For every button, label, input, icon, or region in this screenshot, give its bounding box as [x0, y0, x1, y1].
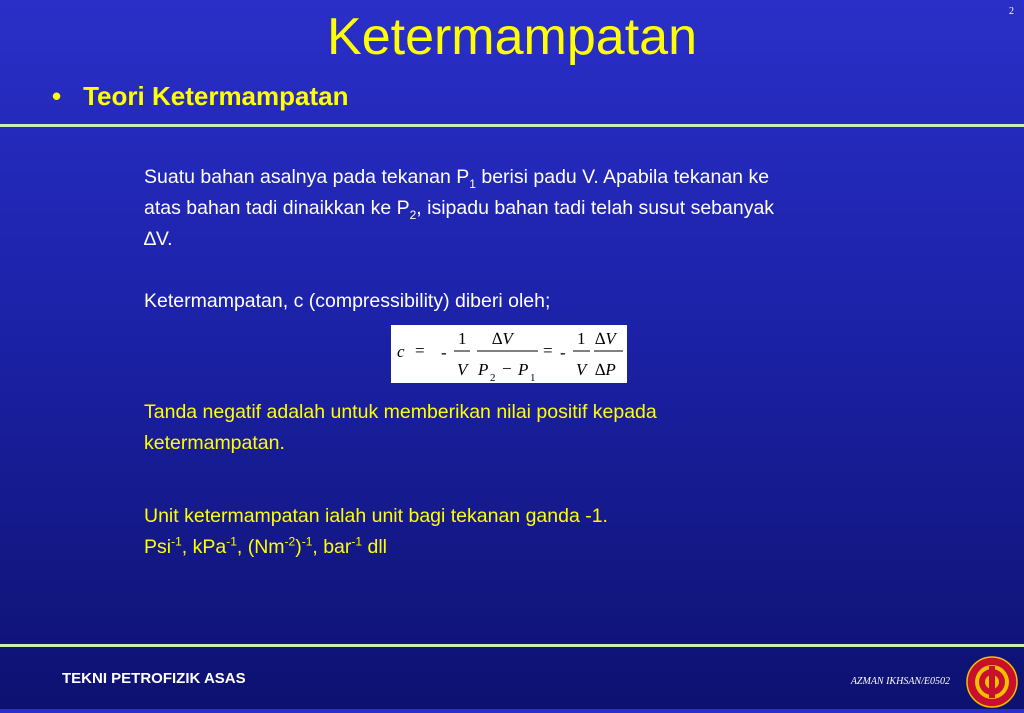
text-run: Suatu bahan asalnya pada tekanan P — [144, 166, 470, 188]
text-run: atas bahan tadi dinaikkan ke P — [144, 197, 410, 219]
top-divider — [0, 124, 1024, 127]
formula-sub1: 1 — [530, 372, 536, 383]
text-run: , isipadu bahan tadi telah susut sebanyak — [416, 197, 775, 219]
formula-V-2: V — [576, 360, 587, 379]
paragraph-negative-sign — [144, 397, 924, 459]
formula-svg — [391, 325, 627, 383]
formula-V: V — [457, 360, 468, 379]
superscript: -2 — [284, 534, 296, 549]
paragraph-formula-intro: Ketermampatan, c (compressibility) diberi oleh; — [144, 290, 551, 312]
bullet-heading — [52, 76, 348, 116]
formula-delta-V-2: ∆V — [595, 329, 616, 348]
text-run: dll — [362, 536, 388, 558]
formula-one-2: 1 — [577, 329, 586, 348]
formula-minus: - — [441, 343, 447, 362]
paragraph-line: ketermampatan. — [144, 432, 285, 454]
superscript: -1 — [301, 534, 313, 549]
formula-equals: = — [415, 341, 425, 360]
text-run: ) — [295, 536, 302, 558]
university-logo-icon — [966, 656, 1018, 708]
formula-sub2: 2 — [490, 372, 496, 383]
bullet-marker: • — [52, 81, 62, 111]
superscript: -1 — [226, 534, 237, 549]
paragraph-units — [144, 501, 924, 563]
formula-c: c — [397, 342, 405, 361]
formula-P1: P — [518, 360, 529, 379]
slide-number: 2 — [1009, 6, 1014, 17]
compressibility-formula — [391, 325, 627, 383]
text-run: , kPa — [181, 536, 227, 558]
subscript: 2 — [409, 207, 417, 222]
subscript: 1 — [469, 176, 476, 191]
text-run: Psi — [144, 536, 172, 558]
footer-course-title: TEKNI PETROFIZIK ASAS — [62, 670, 246, 687]
bullet-text: Teori Ketermampatan — [83, 81, 349, 111]
paragraph-line — [144, 532, 924, 563]
paragraph-definition — [144, 162, 924, 255]
superscript: -1 — [171, 534, 182, 549]
formula-P2: P — [478, 360, 489, 379]
formula-minus-mid: − — [502, 359, 512, 378]
paragraph-line: Unit ketermampatan ialah unit bagi tekanan ganda -1. — [144, 505, 608, 527]
paragraph-line — [144, 193, 924, 224]
text-run: , bar — [312, 536, 352, 558]
superscript: -1 — [351, 534, 363, 549]
text-run: berisi padu V. Apabila tekanan ke — [475, 166, 770, 188]
formula-delta-V: ∆V — [492, 329, 513, 348]
formula-one: 1 — [458, 329, 467, 348]
bottom-divider — [0, 644, 1024, 647]
paragraph-line: Tanda negatif adalah untuk memberikan nilai positif kepada — [144, 401, 657, 423]
formula-minus-2: - — [560, 343, 566, 362]
page-title: Ketermampatan — [327, 8, 697, 66]
formula-equals-2: = — [543, 341, 553, 360]
text-run: , (Nm — [236, 536, 285, 558]
paragraph-line: ∆V. — [144, 228, 173, 250]
formula-delta-P: ∆P — [595, 360, 616, 379]
footer-author: AZMAN IKHSAN/E0502 — [850, 676, 950, 687]
paragraph-line — [144, 162, 924, 193]
